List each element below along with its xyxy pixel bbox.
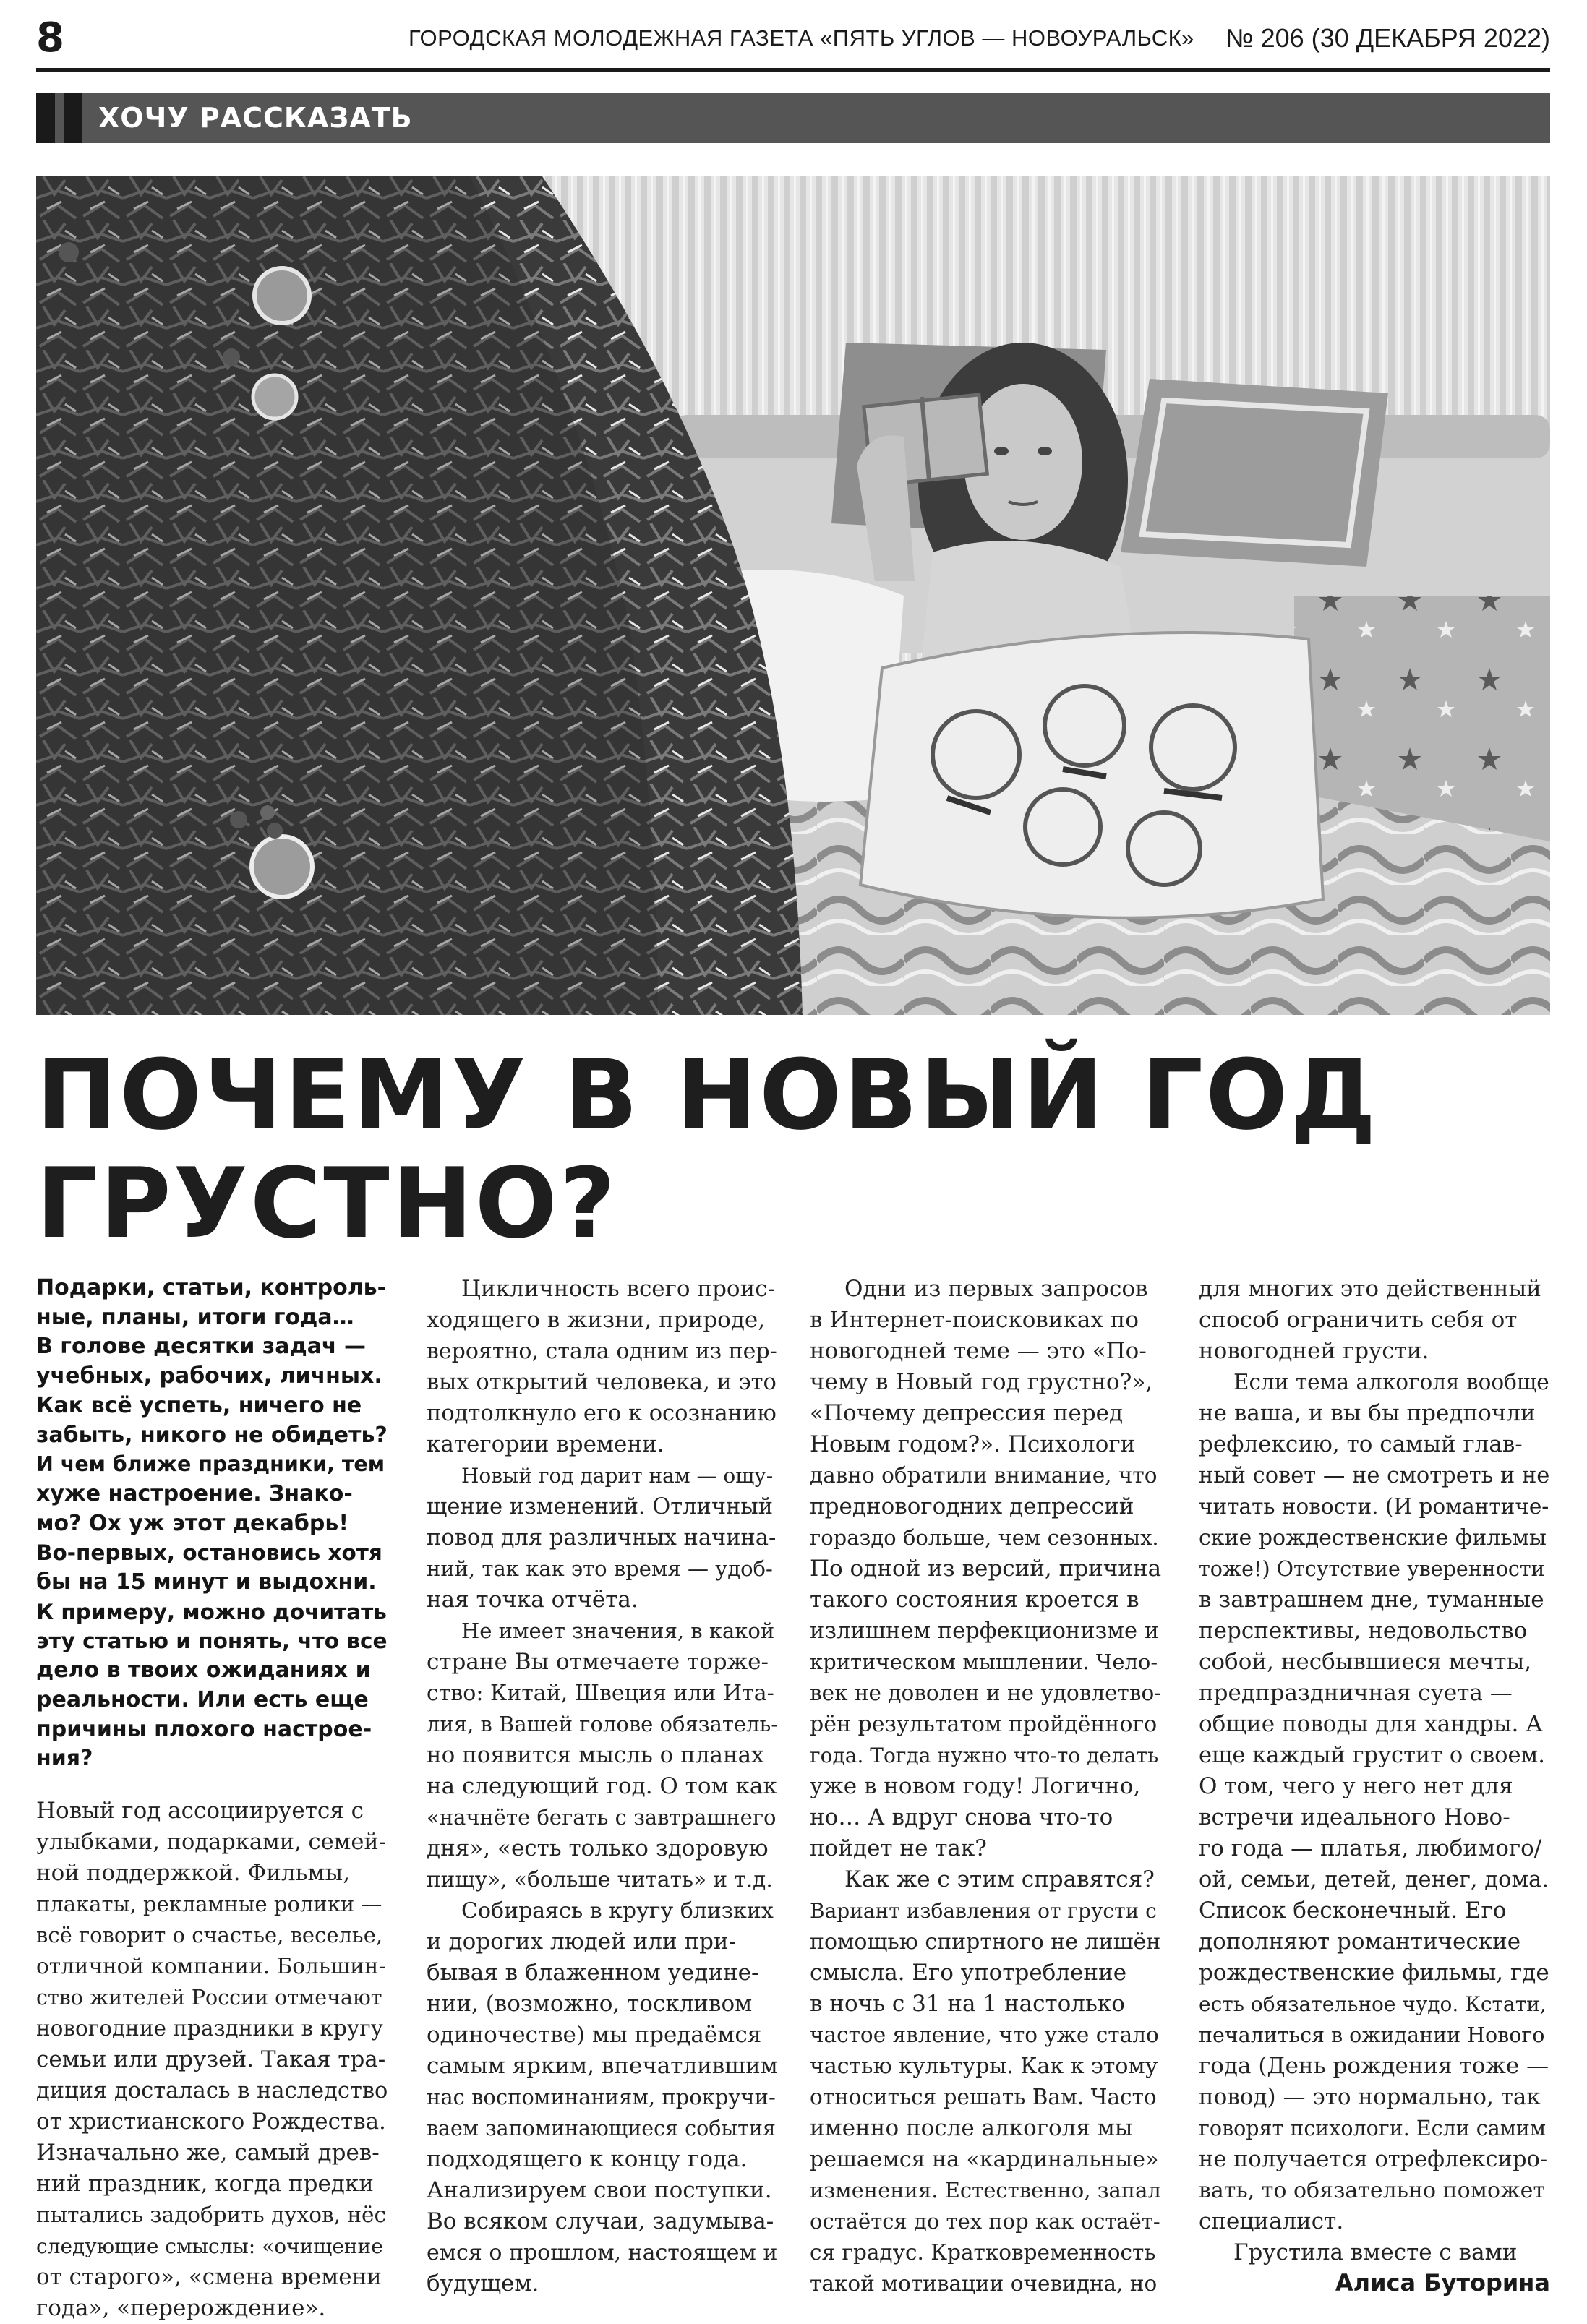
text-line: пищу», «больше читать» и т.д.: [427, 1867, 773, 1892]
text-line: подходящего к концу года.: [427, 2146, 748, 2172]
text-line: ся градус. Кратковременность: [810, 2240, 1156, 2265]
text-line: ские рождественские фильмы: [1199, 1525, 1547, 1551]
text-line: относиться решать Вам. Часто: [810, 2085, 1157, 2109]
text-line: частью культуры. Как к этому: [810, 2054, 1158, 2079]
lead-line: ные, планы, итоги года…: [36, 1304, 354, 1330]
text-line: лия, в Вашей голове обязатель-: [427, 1712, 779, 1736]
text-line: «начнёте бегать с завтрашнего: [427, 1805, 777, 1830]
lead-line: В голове десятки задач —: [36, 1334, 366, 1360]
lead-line: дело в твоих ожиданиях и: [36, 1658, 371, 1684]
article-column-3: [810, 1274, 1161, 2299]
article-headline: [36, 1041, 1550, 1258]
text-line: диция досталась в наследство: [36, 2078, 388, 2104]
text-line: не получается отрефлексиро-: [1199, 2147, 1548, 2172]
text-line: на следующий год. О том как: [427, 1773, 777, 1799]
text-line: вероятно, стала одним из пер-: [427, 1339, 777, 1364]
text-line: года (День рождения тоже —: [1199, 2053, 1549, 2079]
rubric-title: ХОЧУ РАССКАЗАТЬ: [98, 102, 413, 134]
text-line: бывая в блаженном уедине-: [427, 1960, 759, 1986]
text-line: ство: Китай, Швеция или Ита-: [427, 1681, 774, 1706]
text-line: Собираясь в кругу близких: [461, 1898, 774, 1924]
text-line: года. Тогда нужно что-то делать: [810, 1744, 1159, 1767]
text-line: рефлексию, то самый глав-: [1199, 1431, 1523, 1457]
text-line: вать, то обязательно поможет: [1199, 2178, 1546, 2203]
article-lead: [36, 1274, 388, 1774]
text-line: ная точка отчёта.: [427, 1587, 638, 1613]
article-photo: [36, 176, 1550, 1015]
column-1-body: [36, 1796, 388, 2324]
article-column-4: [1199, 1274, 1550, 2268]
text-line: но появится мысль о планах: [427, 1742, 764, 1768]
text-line: новогодние праздники в кругу: [36, 2015, 383, 2041]
lead-line: реальности. Или есть еще: [36, 1686, 369, 1712]
header-rule: [36, 68, 1550, 72]
text-line: перспективы, недовольство: [1199, 1618, 1528, 1644]
text-line: решаемся на «кардинальные»: [810, 2147, 1159, 2172]
rubric-block-mark: [64, 93, 82, 143]
article-column-1: [36, 1274, 388, 2324]
text-line: «Почему депрессия перед: [810, 1400, 1124, 1426]
text-line: семьи или друзей. Такая тра-: [36, 2046, 386, 2072]
text-line: ходящего в жизни, природе,: [427, 1307, 766, 1333]
text-line: Изначально же, самый древ-: [36, 2139, 380, 2166]
text-line: самым ярким, впечатлившим: [427, 2053, 778, 2079]
text-line: смысла. Его употребление: [810, 1960, 1127, 1986]
rubric-block-mark: [36, 93, 55, 143]
text-line: и дорогих людей или при-: [427, 1929, 737, 1955]
text-line: тоже!) Отсутствие уверенности: [1199, 1557, 1545, 1581]
text-line: излишнем перфекционизме и: [810, 1618, 1160, 1644]
text-line: частое явление, что уже стало: [810, 2023, 1159, 2047]
text-line: плакаты, рекламные ролики —: [36, 1891, 382, 1916]
text-line: повод) — это нормально, так: [1199, 2084, 1541, 2110]
text-line: Новый год ассоциируется с: [36, 1797, 364, 1824]
text-line: Новым годом?». Психологи: [810, 1431, 1136, 1457]
page-header: [36, 13, 1550, 64]
text-line: от старого», «смена времени: [36, 2263, 382, 2290]
headline-line: ПОЧЕМУ В НОВЫЙ ГОД: [36, 1039, 1379, 1152]
lead-line: бы на 15 минут и выдохни.: [36, 1569, 377, 1595]
lead-line: Как всё успеть, ничего не: [36, 1392, 362, 1418]
text-line: ой, семьи, детей, денег, дома.: [1199, 1867, 1549, 1892]
issue-info: № 206 (30 ДЕКАБРЯ 2022): [1225, 23, 1550, 53]
text-line: печалиться в ожидании Нового: [1199, 2023, 1545, 2047]
lead-line: хуже настроение. Знако-: [36, 1480, 353, 1506]
text-line: собой, несбывшиеся мечты,: [1199, 1649, 1532, 1675]
text-line: общие поводы для хандры. А: [1199, 1711, 1543, 1737]
text-line: ний, так как это время — удоб-: [427, 1556, 773, 1581]
lead-line: мо? Ох уж этот декабрь!: [36, 1510, 348, 1536]
text-line: ний праздник, когда предки: [36, 2170, 374, 2197]
text-line: повод для различных начина-: [427, 1525, 777, 1551]
text-line: пытались задобрить духов, нёс: [36, 2202, 386, 2227]
text-line: По одной из версий, причина: [810, 1556, 1162, 1582]
text-line: Вариант избавления от грусти с: [810, 1899, 1157, 1923]
text-line: такого состояния кроется в: [810, 1587, 1139, 1613]
text-line: новогодней грусти.: [1199, 1338, 1429, 1364]
text-line: щение изменений. Отличный: [427, 1494, 773, 1519]
lead-line: забыть, никого не обидеть?: [36, 1422, 388, 1448]
text-line: в Интернет-поисковиках по: [810, 1307, 1139, 1333]
text-line: читать новости. (И романтиче-: [1199, 1494, 1549, 1519]
text-line: помощью спиртного не лишён: [810, 1929, 1161, 1955]
text-line: такой мотивации очевидна, но: [810, 2271, 1158, 2296]
text-line: способ ограничить себя от: [1199, 1307, 1518, 1333]
lead-line: учебных, рабочих, личных.: [36, 1363, 382, 1389]
text-line: ство жителей России отмечают: [36, 1985, 382, 2010]
text-line: дополняют романтические: [1199, 1929, 1521, 1955]
text-line: нии, (возможно, тоскливом: [427, 1991, 753, 2017]
text-line: Если тема алкоголя вообще: [1233, 1370, 1549, 1394]
text-line: специалист.: [1199, 2208, 1344, 2234]
headline-line: ГРУСТНО?: [36, 1147, 618, 1260]
lead-line: эту статью и понять, что все: [36, 1629, 388, 1654]
text-line: встречи идеального Ново-: [1199, 1804, 1510, 1830]
text-line: давно обратили внимание, что: [810, 1463, 1158, 1488]
text-line: в завтрашнем дне, туманные: [1199, 1587, 1544, 1613]
newspaper-title: ГОРОДСКАЯ МОЛОДЕЖНАЯ ГАЗЕТА «ПЯТЬ УГЛОВ — НОВОУРАЛЬСК»: [408, 25, 1194, 51]
text-line: пойдет не так?: [810, 1835, 987, 1861]
article-column-2: [427, 1274, 778, 2299]
text-line: Анализируем свои поступки.: [427, 2177, 772, 2203]
lead-line: ния?: [36, 1746, 93, 1772]
text-line: еще каждый грустит о своем.: [1199, 1743, 1545, 1768]
text-line: есть обязательное чудо. Кстати,: [1199, 1992, 1547, 2016]
lead-line: причины плохого настрое-: [36, 1716, 372, 1742]
text-line: всё говорит о счастье, веселье,: [36, 1922, 383, 1947]
text-line: улыбками, подарками, семей-: [36, 1829, 387, 1855]
text-line: в ночь с 31 на 1 настолько: [810, 1991, 1125, 2017]
text-line: Не имеет значения, в какой: [461, 1618, 775, 1643]
text-line: отличной компании. Большин-: [36, 1953, 386, 1978]
text-line: вых открытий человека, и это: [427, 1370, 777, 1395]
text-line: от христианского Рождества.: [36, 2108, 386, 2135]
text-line: Одни из первых запросов: [844, 1276, 1148, 1302]
lead-line: Во-первых, остановись хотя: [36, 1540, 382, 1566]
text-line: но… А вдруг снова что-то: [810, 1804, 1113, 1830]
text-line: будущем.: [427, 2271, 539, 2297]
text-line: стране Вы отмечаете торже-: [427, 1649, 769, 1675]
text-line: ный совет — не смотреть и не: [1199, 1463, 1550, 1488]
lead-line: И чем ближе праздники, тем: [36, 1452, 385, 1477]
text-line: нас воспоминаниям, прокручи-: [427, 2085, 776, 2109]
text-line: емся о прошлом, настоящем и: [427, 2240, 778, 2265]
text-line: для многих это действенный: [1199, 1276, 1541, 1302]
text-line: изменения. Естественно, запал: [810, 2178, 1161, 2203]
text-line: предпраздничная суета —: [1199, 1680, 1513, 1706]
article-author: Алиса Буторина: [1335, 2269, 1550, 2297]
text-line: говорят психологи. Если самим: [1199, 2117, 1547, 2140]
text-line: О том, чего у него нет для: [1199, 1773, 1513, 1799]
text-line: именно после алкоголя мы: [810, 2115, 1133, 2141]
text-line: уже в новом году! Логично,: [810, 1773, 1141, 1799]
text-line: года», «перерождение».: [36, 2294, 326, 2321]
text-line: подтолкнуло его к осознанию: [427, 1401, 777, 1426]
text-line: век не доволен и не удовлетво-: [810, 1681, 1162, 1705]
page-number: 8: [36, 14, 64, 61]
text-line: чему в Новый год грустно?»,: [810, 1369, 1153, 1395]
text-line: го года — платья, любимого/: [1199, 1835, 1542, 1861]
text-line: категории времени.: [427, 1431, 664, 1457]
text-line: Цикличность всего проис-: [461, 1276, 776, 1302]
text-line: рён результатом пройдённого: [810, 1712, 1158, 1737]
lead-line: Подарки, статьи, контроль-: [36, 1275, 387, 1300]
text-line: Как же с этим справятся?: [844, 1866, 1155, 1892]
text-line: предновогодних депрессий: [810, 1493, 1134, 1519]
text-line: одиночестве) мы предаёмся: [427, 2022, 762, 2048]
text-line: остаётся до тех пор как остаёт-: [810, 2209, 1160, 2234]
text-line: Список бесконечный. Его: [1199, 1898, 1507, 1924]
text-line: Во всяком случаи, задумыва-: [427, 2208, 774, 2234]
text-line: ной поддержкой. Фильмы,: [36, 1859, 351, 1886]
text-line: гораздо больше, чем сезонных.: [810, 1525, 1159, 1550]
text-line: не ваша, и вы бы предпочли: [1199, 1400, 1536, 1426]
text-line: дня», «есть только здоровую: [427, 1835, 769, 1861]
text-line: Грустила вместе с вами: [1233, 2239, 1518, 2265]
text-line: новогодней теме — это «По-: [810, 1338, 1147, 1364]
text-line: ваем запоминающиеся события: [427, 2117, 776, 2140]
text-line: рождественские фильмы, где: [1199, 1960, 1549, 1986]
text-line: следующие смыслы: «очищение: [36, 2234, 383, 2258]
text-line: Новый год дарит нам — ощу-: [461, 1464, 774, 1488]
lead-line: К примеру, можно дочитать: [36, 1599, 387, 1624]
text-line: критическом мышлении. Чело-: [810, 1650, 1158, 1674]
rubric-bar: [36, 93, 1550, 143]
